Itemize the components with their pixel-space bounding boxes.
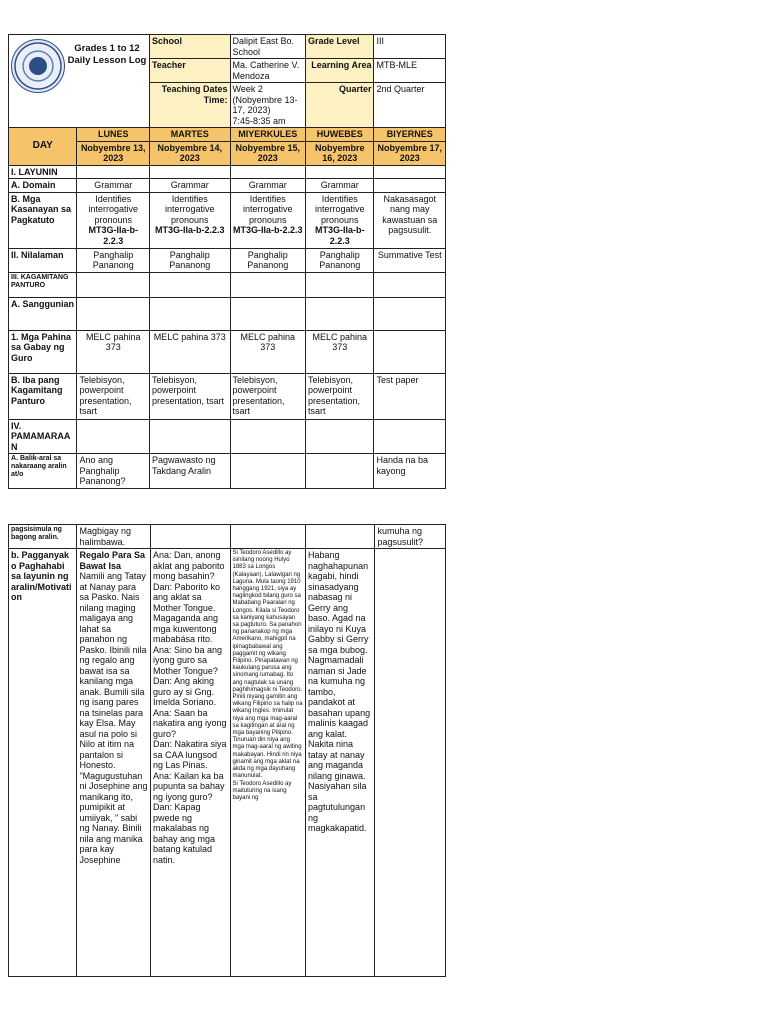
domain-huwebes: Grammar [306, 179, 374, 193]
iba-pang-kagamitan-label: B. Iba pang Kagamitang Panturo [9, 373, 77, 419]
story-body: Namili ang Tatay at Nanay para sa Pasko. Nais nilang maging maligaya ang lahat sa panahon ng Pasko. Ibinili nila ng regalo ang bawat isa sa kanilang mga anak. Bumili sila ng isang pares na tsinelas para kay Elsa. May asul na polo si Nilo at itim na pantalon si Honesto. "Magugustuhan ni Josephine ang manikang ito, pumipikit at umiiyak, " sabi ng Nanay. Binili nila ang manika para kay Josephine [79, 571, 148, 865]
domain-label: A. Domain [9, 179, 77, 193]
nilalaman-biyernes: Summative Test [374, 248, 446, 272]
day-label: DAY [9, 128, 77, 166]
iba-martes: Telebisyon, powerpoint presentation, tsart [149, 373, 230, 419]
row1-huwebes [306, 525, 375, 549]
pahina-martes: MELC pahina 373 [149, 330, 230, 373]
header-cell [9, 35, 150, 128]
balik-biyernes: Handa na ba kayong [374, 454, 446, 489]
domain-biyernes [374, 179, 446, 193]
quarter-label: Quarter [306, 83, 374, 128]
pahina-lunes: MELC pahina 373 [77, 330, 149, 373]
day-date-martes: Nobyembre 14, 2023 [149, 141, 230, 165]
teaching-dates-value: Week 2 (Nobyembre 13-17, 2023) 7:45-8:35 am [230, 83, 306, 128]
grade-level-label: Grade Level [306, 35, 374, 59]
iba-lunes: Telebisyon, powerpoint presentation, tsart [77, 373, 149, 419]
page-2 [8, 524, 446, 977]
balik-aral-label: A. Balik-aral sa nakaraang aralin at/o [9, 454, 77, 489]
kasanayan-code: MT3G-IIa-b-2.2.3 [154, 225, 225, 235]
learning-area-value: MTB-MLE [374, 59, 446, 83]
day-name-miyerkules: MIYERKULES [230, 128, 306, 142]
iba-miyerkules: Telebisyon, powerpoint presentation, tsart [230, 373, 306, 419]
grade-level-value: III [374, 35, 446, 59]
teaching-dates-label: Teaching Dates Time: [149, 83, 230, 128]
pagganyak-martes: Ana: Dan, anong aklat ang paborito mong basahin? Dan: Paborito ko ang aklat sa Mother Tongue. Magaganda ang mga kuwentong mababása rito. Ana: Sino ba ang iyong guro sa Mother Tongue? Dan: Ang aking guro ay si Gng. Imelda Soriano. Ana: Saan ba nakatira ang iyong guro? Dan: Nakatira siya sa CAA lungsod ng Las Pinas. Ana: Kailan ka ba pupunta sa bahay ng iyong guro? Dan: Kapag pwede ng makalabas ng bahay ang mga batang katulad natin. [150, 549, 230, 977]
day-date-huwebes: Nobyembre 16, 2023 [306, 141, 374, 165]
pahina-huwebes: MELC pahina 373 [306, 330, 374, 373]
kasanayan-code: MT3G-IIa-b-2.2.3 [233, 225, 303, 235]
kasanayan-biyernes: Nakasasagot nang may kawastuan sa pagsusulit. [374, 192, 446, 248]
school-value: Dalipit East Bo. School [230, 35, 306, 59]
domain-martes: Grammar [149, 179, 230, 193]
kasanayan-label: B. Mga Kasanayan sa Pagkatuto [9, 192, 77, 248]
day-date-lunes: Nobyembre 13, 2023 [77, 141, 149, 165]
deped-seal-icon [11, 39, 65, 93]
pahina-biyernes [374, 330, 446, 373]
nilalaman-label: II. Nilalaman [9, 248, 77, 272]
balik-martes: Pagwawasto ng Takdang Aralin [149, 454, 230, 489]
pagganyak-biyernes [375, 549, 446, 977]
sanggunian-label: A. Sanggunian [9, 297, 77, 330]
pagganyak-huwebes: Habang naghahapunan kagabi, hindi sinasadyang nabasag ni Gerry ang baso. Agad na inilayo ni Kuya Gabby si Gerry sa mga bubog. Nagmamadali naman si Jade na kumuha ng tambo, pandakot at basahan upang malinis kaagad ang kalat. Nakita nina tatay at nanay ang maganda nilang ginawa. Nasiyahan sila sa pagtutulungan ng magkakapatid. [306, 549, 375, 977]
iba-huwebes: Telebisyon, powerpoint presentation, tsart [306, 373, 374, 419]
nilalaman-martes: Panghalip Pananong [149, 248, 230, 272]
quarter-value: 2nd Quarter [374, 83, 446, 128]
domain-lunes: Grammar [77, 179, 149, 193]
iba-biyernes: Test paper [374, 373, 446, 419]
kasanayan-text: Identifies interrogative pronouns [164, 193, 215, 225]
pahina-label: 1. Mga Pahina sa Gabay ng Guro [9, 330, 77, 373]
pagsisimula-label: pagsisimula ng bagong aralin. [9, 525, 77, 549]
row1-miyerkules [230, 525, 306, 549]
kagamitan-label: III. KAGAMITANG PANTURO [9, 272, 77, 297]
pamamaraan-label: IV. PAMAMARAAN [9, 419, 77, 454]
pagganyak-lunes [77, 549, 151, 977]
teacher-value: Ma. Catherine V. Mendoza [230, 59, 306, 83]
pagganyak-miyerkules: Si Teodoro Asedillo ay isinilang noong Hulyo 1883 sa Longos (Kalayaan), Lalawigan ng Laguna. Mula taong 1910 hanggang 1921, siya ay naglingkod bilang guro sa Mababang Paaralan ng Longos. Kilala si Teodoro sa kaniyang kahusayan sa pagtuturo. Sa panahon ng pananakop ng mga Amerikano, mahigpit na ipinagbabawal ang paggamit ng wikang Filipino. Pinapatawan ng kaukulang parusa ang sinomang lumabag. Ito ang nagtulak sa unang paghihimagsik ni Teodoro. Pinili niyang gamitin ang wikang Filipino sa halip na wikang Ingles. Iminulat niya ang mga mag-aaral sa kagitingan at áral ng mga bayaning Pilipino. Tinuruan din niya ang mga mag-aaral ng awiting makabayan. Hindi rin niya ginamit ang mga aklat na akda ng mga dayuhang manunulat. Si Teodoro Asedillo ay maituturing na isang bayani ng [230, 549, 306, 977]
balik-miyerkules [230, 454, 306, 489]
day-name-martes: MARTES [149, 128, 230, 142]
day-date-biyernes: Nobyembre 17, 2023 [374, 141, 446, 165]
kasanayan-code: MT3G-IIa-b-2.2.3 [315, 225, 365, 246]
kasanayan-martes [149, 192, 230, 248]
row1-biyernes: kumuha ng pagsusulit? [375, 525, 446, 549]
kasanayan-huwebes [306, 192, 374, 248]
day-name-huwebes: HUWEBES [306, 128, 374, 142]
nilalaman-miyerkules: Panghalip Pananong [230, 248, 306, 272]
nilalaman-huwebes: Panghalip Pananong [306, 248, 374, 272]
page-1 [8, 34, 446, 489]
nilalaman-lunes: Panghalip Pananong [77, 248, 149, 272]
school-label: School [149, 35, 230, 59]
domain-miyerkules: Grammar [230, 179, 306, 193]
page-title: Grades 1 to 12 Daily Lesson Log [67, 43, 147, 66]
lesson-log-table-2 [8, 524, 446, 977]
kasanayan-lunes [77, 192, 149, 248]
learning-area-label: Learning Area [306, 59, 374, 83]
section-layunin: I. LAYUNIN [9, 165, 77, 179]
kasanayan-miyerkules [230, 192, 306, 248]
day-name-biyernes: BIYERNES [374, 128, 446, 142]
row1-martes [150, 525, 230, 549]
balik-huwebes [306, 454, 374, 489]
kasanayan-text: Identifies interrogative pronouns [314, 193, 365, 225]
row1-lunes: Magbigay ng halimbawa. [77, 525, 151, 549]
day-date-miyerkules: Nobyembre 15, 2023 [230, 141, 306, 165]
pagganyak-label: b. Pagganyak o Paghahabi sa layunin ng aralin/Motivation [9, 549, 77, 977]
kasanayan-text: Identifies interrogative pronouns [242, 193, 293, 225]
story-title: Regalo Para Sa Bawat Isa [79, 550, 145, 571]
day-name-lunes: LUNES [77, 128, 149, 142]
balik-lunes: Ano ang Panghalip Pananong? [77, 454, 149, 489]
pahina-miyerkules: MELC pahina 373 [230, 330, 306, 373]
lesson-log-table-1 [8, 34, 446, 489]
kasanayan-text: Identifies interrogative pronouns [88, 193, 138, 225]
teacher-label: Teacher [149, 59, 230, 83]
kasanayan-code: MT3G-IIa-b-2.2.3 [88, 225, 138, 246]
